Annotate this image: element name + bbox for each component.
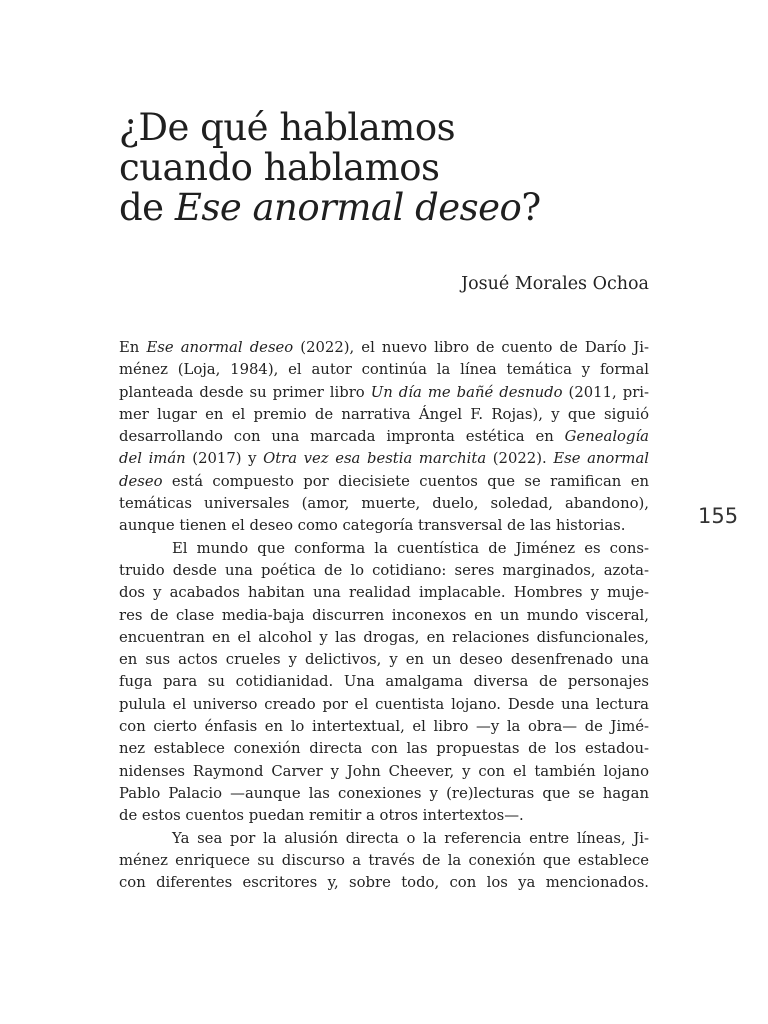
book-title: Ese anormal — [553, 450, 649, 468]
text-line: El mundo que conforma la cuentística de Jiménez es cons- — [172, 539, 649, 557]
author-name: Josué Morales Ochoa — [461, 274, 649, 294]
text-line: aunque tienen el deseo como categoría transversal de las historias. — [119, 517, 626, 535]
text-line: pulula el universo creado por el cuentista lojano. Desde una lectura — [119, 695, 649, 713]
book-title: Un día me bañé desnudo — [370, 383, 563, 401]
text-line: fuga para su cotidianidad. Una amalgama diversa de personajes — [119, 673, 649, 691]
text-line: temáticas universales (amor, muerte, duelo, soledad, abandono), — [119, 495, 649, 513]
title-line-3 — [119, 188, 679, 228]
text-run: (2022). — [486, 450, 554, 468]
text-run: En — [119, 339, 147, 356]
text-line: res de clase media-baja discurren inconexos en un mundo visceral, — [119, 606, 649, 624]
article-title — [119, 108, 679, 228]
title-line-3-prefix: de — [119, 186, 175, 229]
text-line — [119, 448, 649, 470]
text-line: en sus actos crueles y delictivos, y en un deseo desenfrenado una — [119, 651, 649, 669]
text-line: ménez enriquece su discurso a través de la conexión que establece — [119, 851, 649, 869]
title-book-name: Ese anormal deseo — [174, 186, 522, 229]
book-title: Ese anormal deseo — [146, 339, 294, 356]
text-line — [119, 337, 649, 359]
text-run: está compuesto por diecisiete cuentos que se ramifican en — [162, 472, 649, 490]
article-body — [119, 337, 649, 894]
text-line: encuentran en el alcohol y las drogas, en relaciones disfuncionales, — [119, 628, 649, 646]
text-line — [119, 471, 649, 493]
text-line: truido desde una poética de lo cotidiano: seres marginados, azota- — [119, 561, 649, 579]
text-line: mer lugar en el premio de narrativa Ángel F. Rojas), y que siguió — [119, 405, 649, 423]
title-line-2: cuando hablamos — [119, 146, 440, 189]
text-run: (2017) y — [185, 450, 264, 468]
title-line-1: ¿De qué hablamos — [119, 106, 456, 149]
text-run: (2011, pri- — [562, 383, 649, 401]
text-line: Ya sea por la alusión directa o la referencia entre líneas, Ji- — [172, 829, 649, 847]
book-title: Otra vez esa bestia marchita — [263, 450, 487, 468]
text-line: nez establece conexión directa con las propuestas de los estadou- — [119, 740, 649, 758]
text-line: de estos cuentos puedan remitir a otros intertextos—. — [119, 807, 524, 825]
text-run: planteada desde su primer libro — [119, 383, 371, 401]
book-title: del imán — [119, 450, 186, 468]
text-line: con cierto énfasis en lo intertextual, el libro —y la obra— de Jimé- — [119, 718, 649, 736]
title-line-3-suffix: ? — [521, 186, 541, 229]
text-line: dos y acabados habitan una realidad implacable. Hombres y muje- — [119, 584, 649, 602]
book-title: Genealogía — [564, 428, 649, 446]
text-run: (2022), el nuevo libro de cuento de Darío Ji- — [293, 339, 649, 356]
text-line — [119, 426, 649, 448]
text-line: Pablo Palacio —aunque las conexiones y (re)lecturas que se hagan — [119, 784, 649, 802]
text-line: nidenses Raymond Carver y John Cheever, y con el también lojano — [119, 762, 649, 780]
book-title: deseo — [119, 472, 163, 490]
text-line: ménez (Loja, 1984), el autor continúa la línea temática y formal — [119, 361, 649, 379]
text-line: con diferentes escritores y, sobre todo, con los ya mencionados. — [119, 874, 649, 892]
page-number: 155 — [698, 504, 739, 528]
text-run: desarrollando con una marcada impronta estética en — [119, 428, 565, 446]
text-line — [119, 382, 649, 404]
